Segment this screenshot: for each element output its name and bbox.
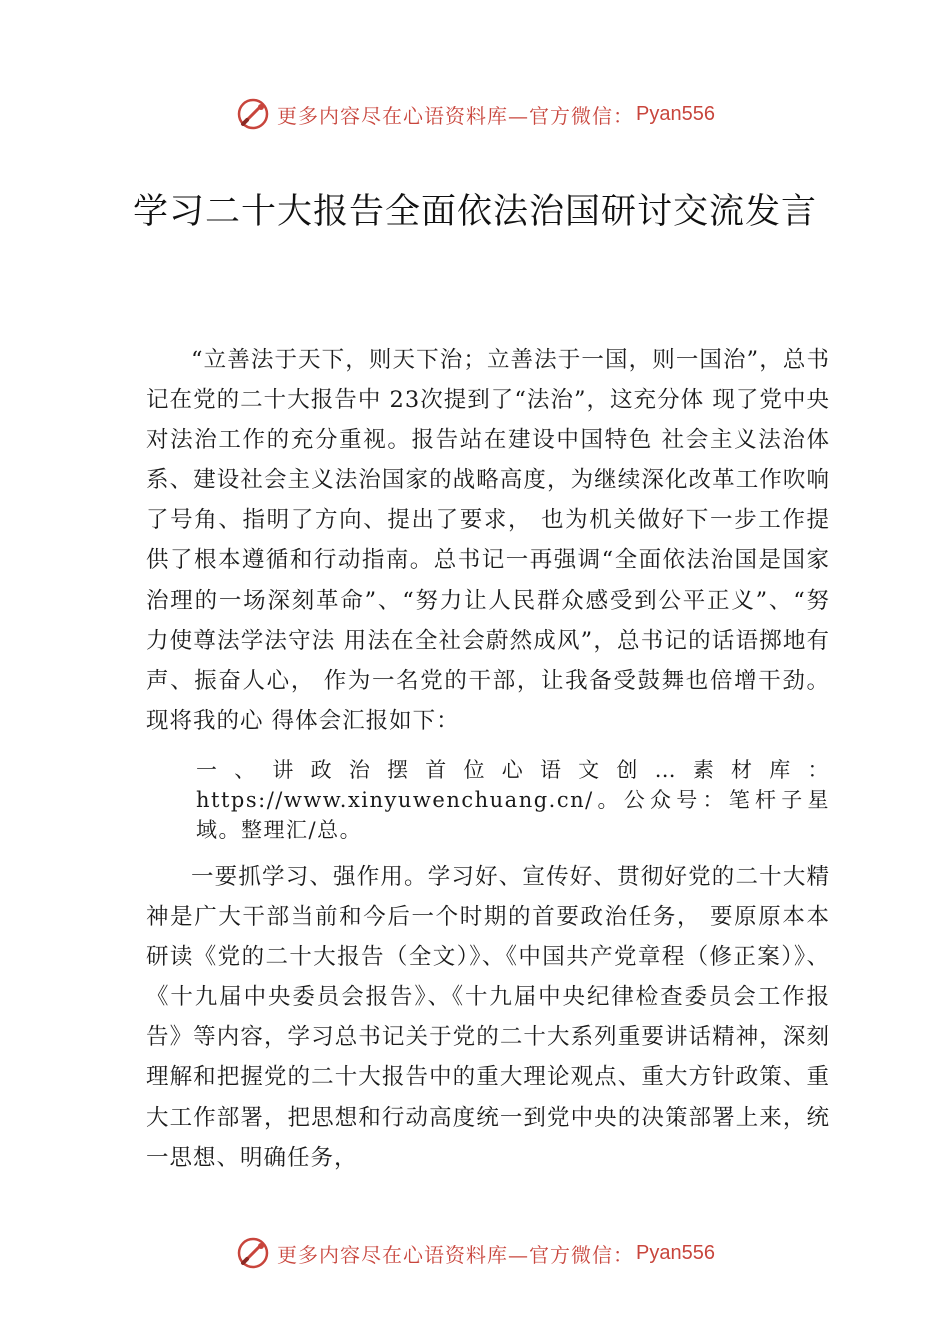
pen-logo-icon [235, 96, 271, 132]
pen-logo-icon [235, 1235, 271, 1271]
banner-text: 更多内容尽在心语资料库—官方微信： [277, 103, 635, 128]
wechat-id: Pyan556 [636, 102, 715, 125]
wechat-id: Pyan556 [636, 1241, 715, 1264]
header-watermark-banner [0, 94, 950, 134]
banner-text: 更多内容尽在心语资料库—官方微信： [277, 1242, 635, 1267]
paragraph-intro: “立善法于天下，则天下治；立善法于一国，则一国治”，总书记在党的二十大报告中 23次提到了“法治”，这充分体 现了党中央对法治工作的充分重视。报告站在建设中国特色 社会主义法治体系、建设社会主义法治国家的战略高度，为继续深化改革工作吹响了号角、指明了方向、提出了要求， 也为机关做好下一步工作提供了根本遵循和行动指南。总书记一再强调“全面依法治国是国家治理的一场深刻革命”、“努力让人民群众感受到公平正义”、“努力使尊法学法守法 用法在全社会蔚然成风”，总书记的话语掷地有声、振奋人心， 作为一名党的干部，让我备受鼓舞也倍增干劲。现将我的心 得体会汇报如下： [146, 347, 830, 734]
document-body [146, 340, 830, 1178]
paragraph-section-heading: 一、讲政治摆首位心语文创…素材库：https://www.xinyuwenchuang.cn/。公众号：笔杆子星域。整理汇/总。 [196, 757, 830, 842]
document-title: 学习二十大报告全面依法治国研讨交流发言 [132, 192, 817, 232]
footer-watermark-banner [0, 1233, 950, 1273]
paragraph-study: 一要抓学习、强作用。学习好、宣传好、贯彻好党的二十大精神是广大干部当前和今后一个时期的首要政治任务， 要原原本本研读《党的二十大报告（全文）》、《中国共产党章程（修正案）》、《十九届中央委员会报告》、《十九届中央纪律检查委员会工作报告》等内容，学习总书记关于党的二十大系列重要讲话精神，深刻理解和把握党的二十大报告中的重大理论观点、重大方针政策、重大工作部署，把思想和行动高度统一到党中央的决策部署上来，统一思想、明确任务， [146, 863, 830, 1171]
